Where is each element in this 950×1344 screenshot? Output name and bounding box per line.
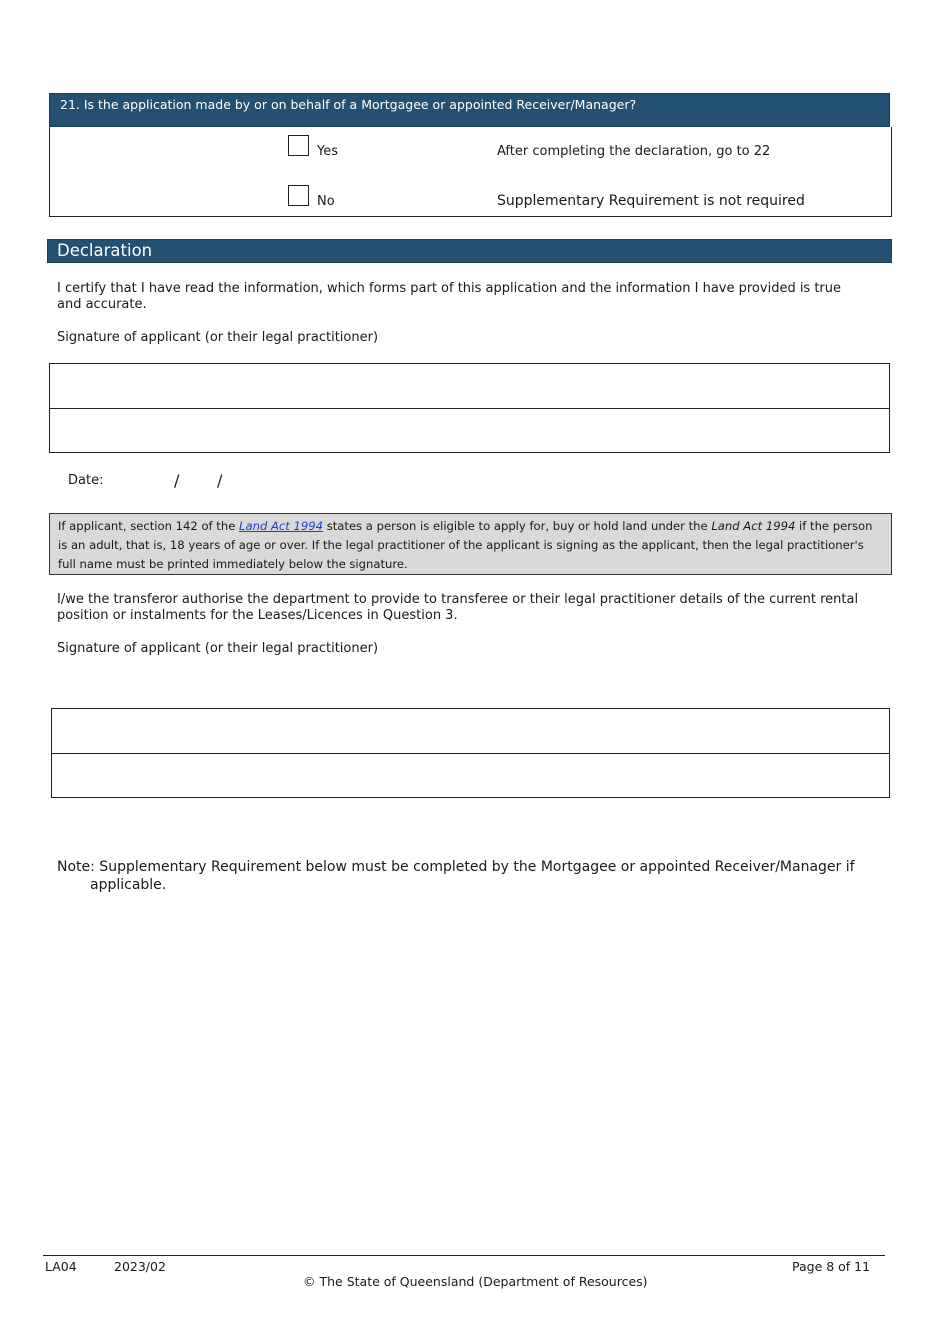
declaration-heading: Declaration [47,239,892,263]
signature-box-2[interactable] [51,708,890,798]
no-label: No [317,194,335,209]
signature-box-1[interactable] [49,363,890,453]
question-21-header: 21. Is the application made by or on behalf of a Mortgagee or appointed Receiver/Manager? [49,93,890,127]
form-code: LA04 [45,1259,77,1274]
certify-text: I certify that I have read the information, which forms part of this application and the information I have provided is true and accurate. [57,281,842,312]
eligibility-info-box [49,513,892,575]
land-act-link[interactable]: Land Act 1994 [239,519,324,533]
yes-checkbox[interactable] [288,135,309,156]
yes-label: Yes [317,144,338,159]
date-separator-1: / [174,471,180,490]
copyright: © The State of Queensland (Department of Resources) [303,1274,648,1289]
signature-label-1: Signature of applicant (or their legal practitioner) [57,330,379,345]
no-instruction: Supplementary Requirement is not required [497,193,805,209]
note-line-2: applicable. [90,877,167,893]
info-text-mid: states a person is eligible to apply for, buy or hold land under the [323,519,712,533]
date-label: Date: [68,473,104,488]
date-separator-2: / [217,471,223,490]
note-line-1: Note: Supplementary Requirement below must be completed by the Mortgagee or appointed Receiver/Manager if [57,859,855,875]
supplementary-note [57,858,855,894]
info-text-start: If applicant, section 142 of the [58,519,240,533]
no-checkbox[interactable] [288,185,309,206]
footer-rule [43,1255,885,1256]
signature-box-1-divider [50,408,889,409]
page-number: Page 8 of 11 [792,1259,871,1274]
signature-label-2: Signature of applicant (or their legal practitioner) [57,641,379,656]
info-act-italic: Land Act 1994 [711,519,796,533]
yes-instruction: After completing the declaration, go to 22 [497,144,771,159]
authorise-text: I/we the transferor authorise the department to provide to transferee or their legal practitioner details of the current rental position or instalments for the Leases/Licences in Question 3. [57,592,859,623]
signature-box-2-divider [52,753,889,754]
info-text-end: if the person is an adult, that is, 18 years of age or over. If the legal practitioner of the applicant is signing as the applicant, then the legal practitioner's full name must be printed immediately below the signature. [58,519,873,571]
form-version: 2023/02 [114,1259,166,1274]
